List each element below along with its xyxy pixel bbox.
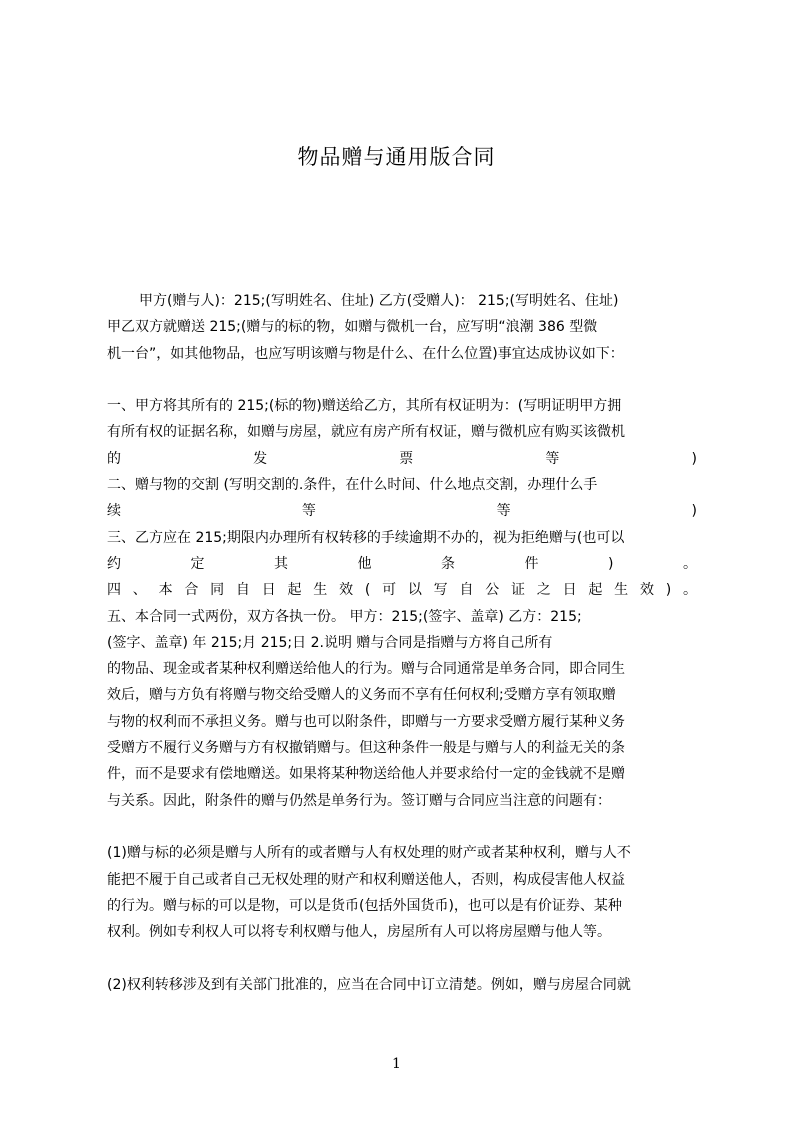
clause-line: 的物品、现金或者某种权利赠送给他人的行为。赠与合同通常是单务合同，即合同生 xyxy=(107,661,625,678)
clause-line: 五、本合同一式两份，双方各执一份。 甲方：215;(签字、盖章) 乙方：215; xyxy=(107,608,582,625)
clause-line: 一、甲方将其所有的 215;(标的物)赠送给乙方，其所有权证明为：(写明证明甲方拥 xyxy=(107,398,622,415)
contract-body xyxy=(107,288,697,998)
intro-line: 甲乙双方就赠送 215;(赠与的标的物，如赠与微机一台，应写明“浪潮 386 型微 xyxy=(107,319,598,336)
clause-line: 二、赠与物的交割 (写明交割的.条件，在什么时间、什么地点交割，办理什么手 xyxy=(107,477,598,494)
paragraph-gap xyxy=(107,367,697,393)
clause-line: 有所有权的证据名称，如赠与房屋，就应有房产所有权证，赠与微机应有购买该微机 xyxy=(107,424,625,441)
intro-line: 甲方(赠与人)：215;(写明姓名、住址) 乙方(受赠人)： 215;(写明姓名、住址) xyxy=(139,293,619,309)
page-title: 物品赠与通用版合同 xyxy=(297,145,496,169)
note-line: 权利。例如专利权人可以将专利权赠与他人，房屋所有人可以将房屋赠与他人等。 xyxy=(107,924,611,941)
clause-line: 约 定 其 他 条 件 ) 。 xyxy=(107,555,697,572)
clause-line: 与关系。因此，附条件的赠与仍然是单务行为。签订赠与合同应当注意的问题有： xyxy=(107,792,611,809)
clause-line: 与物的权利而不承担义务。赠与也可以附条件，即赠与一方要求受赠方履行某种义务 xyxy=(107,713,625,730)
clause-line: 的 发 票 等 ) xyxy=(107,450,697,467)
clause-line: 三、乙方应在 215;期限内办理所有权转移的手续逾期不办的，视为拒绝赠与(也可以 xyxy=(107,529,625,546)
intro-line: 机一台”，如其他物品，也应写明该赠与物是什么、在什么位置)事宜达成协议如下： xyxy=(107,345,624,362)
clause-line: 件，而不是要求有偿地赠送。如果将某种物送给他人并要求给付一定的金钱就不是赠 xyxy=(107,766,625,783)
clause-line: 受赠方不履行义务赠与方有权撤销赠与。但这种条件一般是与赠与人的利益无关的条 xyxy=(107,740,625,757)
paragraph-gap xyxy=(107,814,697,840)
clause-line: 四、本合同自日起生效(可以写自公证之日起生效)。 xyxy=(107,582,697,599)
note-line: 能把不履于自己或者自己无权处理的财产和权利赠送他人，否则，构成侵害他人权益 xyxy=(107,871,625,888)
note-line: 的行为。赠与标的可以是物，可以是货币(包括外国货币)，也可以是有价证券、某种 xyxy=(107,897,622,914)
page-number: 1 xyxy=(392,1056,401,1072)
note-line: (2)权利转移涉及到有关部门批准的，应当在合同中订立清楚。例如，赠与房屋合同就 xyxy=(107,976,631,993)
clause-line: (签字、盖章) 年 215;月 215;日 2.说明 赠与合同是指赠与方将自己所有 xyxy=(107,634,553,651)
clause-line: 续 等 等 ) xyxy=(107,503,697,520)
clause-line: 效后，赠与方负有将赠与物交给受赠人的义务而不享有任何权利;受赠方享有领取赠 xyxy=(107,687,616,704)
note-line: (1)赠与标的必须是赠与人所有的或者赠与人有权处理的财产或者某种权利，赠与人不 xyxy=(107,845,631,862)
paragraph-gap xyxy=(107,945,697,971)
